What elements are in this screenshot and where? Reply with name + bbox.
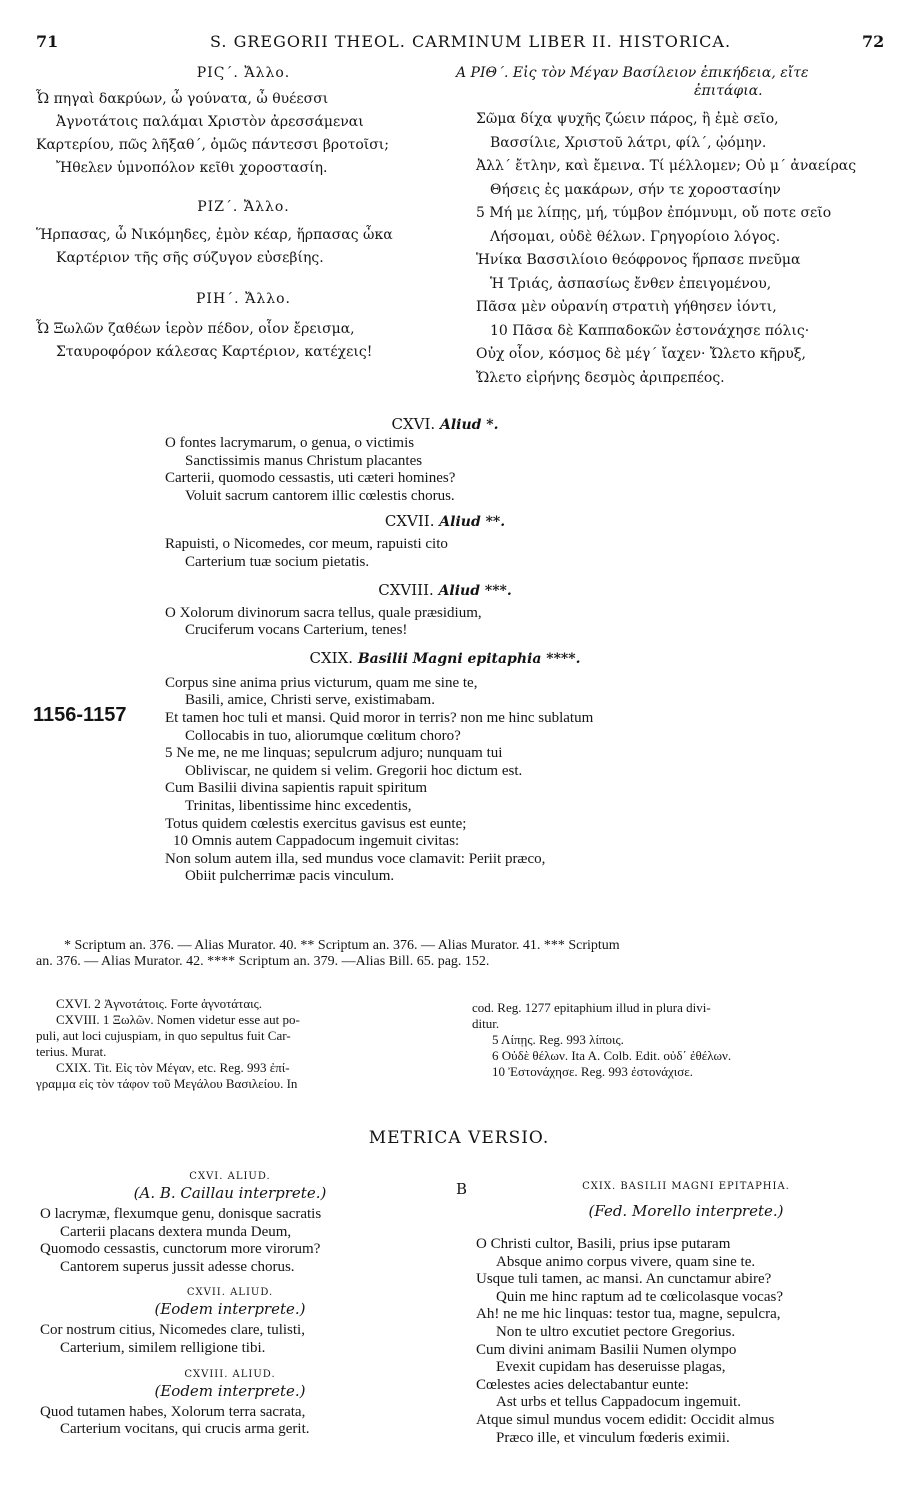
verse-line: Ὤλετο εἰρήνης δεσμὸς ἀριπρεπέος.: [476, 369, 725, 386]
verse-line: O fontes lacrymarum, o genua, o victimis: [165, 435, 415, 451]
verse-line: Voluit sacrum cantorem illic cœlestis chorus.: [185, 487, 455, 504]
interpreter-118: (Eodem interprete.): [154, 1381, 306, 1400]
note-line: 10 Ἐστονάχησε. Reg. 993 ἐστονάχισε.: [492, 1064, 693, 1079]
note-line: CXVI. 2 Ἀγνοτάτοις. Forte ἁγνοτάταις.: [56, 996, 263, 1011]
right-page-number: 72: [862, 32, 885, 51]
verse-line: Cantorem superus jussit adesse chorus.: [60, 1258, 295, 1275]
verse-line: Πᾶσα μὲν οὐρανίη στρατιὴ γήθησεν ἰόντι,: [476, 299, 777, 315]
poem-118-latin: [165, 605, 905, 640]
verse-line: Sanctissimis manus Christum placantes: [185, 452, 423, 469]
section-title-119-greek: Α ΡΙΘ΄. Εἰς τὸν Μέγαν Βασίλειον ἐπικήδεια, εἴτε: [456, 65, 809, 81]
section-title-117-greek: ΡΙΖ΄. Ἄλλο.: [197, 199, 290, 215]
verse-line: Carterium vocitans, qui crucis arma gerit.: [60, 1421, 310, 1438]
verse-line: Ἡνίκα Βασσιλίοιο θεόφρονος ἥρπασε πνεῦμα: [476, 252, 801, 268]
notes-left: [36, 996, 456, 1092]
verse-line: Quomodo cessastis, cunctorum more virorum?: [40, 1241, 321, 1258]
metrica-left-column: [40, 1170, 460, 1439]
section-title: Basilii Magni epitaphia ****.: [357, 650, 581, 667]
greek-left-column: [36, 62, 451, 364]
verse-line: 5 Ne me, ne me linquas; sepulcrum adjuro; nunquam tui: [165, 745, 503, 762]
section-title-119-greek-cont: ἐπιτάφια.: [694, 83, 763, 99]
verse-line: Carterii, quomodo cessastis, uti cæteri homines?: [165, 470, 456, 487]
verse-line: Obliviscar, ne quidem si velim. Gregorii hoc dictum est.: [185, 762, 523, 779]
note-line: terius. Murat.: [36, 1044, 107, 1059]
footnote-line: an. 376. — Alias Murator. 42. **** Scriptum an. 379. —Alias Bill. 65. pag. 152.: [36, 954, 490, 969]
latin-translation: [33, 414, 905, 886]
section-title-117-latin: [165, 511, 725, 532]
verse-line: Cum Basilii divina sapientis rapuit spiritum: [165, 780, 428, 797]
section-title-118-greek: ΡΙΗ΄. Ἄλλο.: [196, 291, 291, 307]
poem-116-metrica: [40, 1206, 460, 1276]
verse-line: Cœlestes acies delectabantur eunte:: [476, 1376, 689, 1393]
section-title: Aliud **.: [439, 514, 506, 531]
metrica-right-column: [476, 1180, 906, 1447]
verse-line: Ἡ Τριάς, ἀσπασίως ἔνθεν ἐπειγομένου,: [490, 275, 772, 292]
verse-line: Totus quidem cœlestis exercitus gavisus est eunte;: [165, 815, 467, 832]
verse-line: Cor nostrum citius, Nicomedes clare, tulisti,: [40, 1322, 305, 1339]
verse-line: Καρτερίου, πῶς λῆξαθ΄, ὁμῶς πάντεσσι βροτοῖσι;: [36, 137, 389, 153]
verse-line: Ἥρπασας, ὦ Νικόμηδες, ἐμὸν κέαρ, ἥρπασας ὦκα: [36, 227, 393, 243]
verse-line: O Christi cultor, Basili, prius ipse putaram: [476, 1236, 731, 1252]
verse-line: Καρτέριον τῆς σῆς σύζυγον εὐσεβίης.: [56, 250, 324, 266]
section-title-118-metrica: CXVIII. ALIUD.: [184, 1368, 276, 1380]
poem-118-greek: [36, 318, 451, 364]
greek-right-column: [456, 64, 896, 390]
verse-line: Ὦ Ξωλῶν ζαθέων ἱερὸν πέδον, οἷον ἔρεισμα,: [36, 321, 355, 337]
section-title: Aliud ***.: [438, 582, 512, 599]
verse-line: Quod tutamen habes, Xolorum terra sacrata,: [40, 1403, 306, 1420]
poem-117-latin: [165, 536, 905, 571]
verse-line: Quin me hinc raptum ad te cœlicolasque vocas?: [496, 1288, 783, 1305]
section-title-116-metrica: CXVI. ALIUD.: [189, 1171, 271, 1182]
poem-117-greek: [36, 224, 451, 270]
verse-line: Ἀλλ΄ ἔτλην, καὶ ἔμεινα. Τί μέλλομεν; Οὐ μ΄ ἀναείρας: [476, 158, 857, 174]
verse-line: Rapuisti, o Nicomedes, cor meum, rapuisti cito: [165, 536, 448, 553]
left-page-number: 71: [36, 32, 59, 51]
verse-line: Cruciferum vocans Carterium, tenes!: [185, 622, 408, 639]
interpreter-116: (A. B. Caillau interprete.): [133, 1184, 327, 1202]
note-line: cod. Reg. 1277 epitaphium illud in plura divi-: [472, 1000, 711, 1015]
section-number: CXIX.: [309, 648, 354, 667]
footnotes: [36, 938, 906, 970]
poem-116-greek: [36, 88, 451, 180]
section-title-118-latin: [165, 580, 725, 601]
section-title-117-metrica: CXVII. ALIUD.: [186, 1287, 274, 1299]
note-line: CXIX. Tit. Εἰς τὸν Μέγαν, etc. Reg. 993 ἐπί-: [56, 1060, 290, 1075]
section-title-119-latin: [165, 648, 725, 669]
verse-line: Præco ille, et vinculum fœderis eximii.: [496, 1429, 730, 1446]
poem-116-latin: [165, 435, 905, 505]
verse-line: Et tamen hoc tuli et mansi. Quid moror in terris? non me hinc sublatum: [165, 709, 594, 726]
verse-line: Obiit pulcherrimæ pacis vinculum.: [185, 868, 395, 885]
poem-119-latin: [33, 674, 905, 886]
verse-line: Corpus sine anima prius victurum, quam me sine te,: [165, 674, 478, 691]
footnote-line: * Scriptum an. 376. — Alias Murator. 40. ** Scriptum an. 376. — Alias Murator. 41. *** Scriptum: [64, 938, 620, 953]
section-number: CXVIII.: [378, 580, 434, 599]
notes-right: [472, 1000, 902, 1080]
note-line: 6 Οὐδὲ θέλων. Ita A. Colb. Edit. οὐδ΄ ἐθέλων.: [492, 1048, 732, 1063]
verse-line: Carterium, similem relligione tibi.: [60, 1339, 266, 1356]
verse-line: Trinitas, libentissime hinc excedentis,: [185, 797, 412, 814]
verse-line: 10 Πᾶσα δὲ Καππαδοκῶν ἐστονάχησε πόλις·: [490, 322, 810, 339]
running-title: S. GREGORII THEOL. CARMINUM LIBER II. HISTORICA.: [210, 32, 732, 51]
verse-line: Οὐχ οἷον, κόσμος δὲ μέγ΄ ἴαχεν· Ὤλετο κῆρυξ,: [476, 346, 806, 362]
poem-118-metrica: [40, 1404, 460, 1439]
note-line: puli, aut loci cujuspiam, in quo sepultus fuit Car-: [36, 1028, 291, 1043]
verse-line: Absque animo corpus vivere, quam sine te.: [496, 1253, 756, 1270]
poem-119-greek: [456, 108, 896, 390]
column-marker-b: B: [456, 1180, 468, 1198]
note-line: CXVIII. 1 Ξωλῶν. Nomen videtur esse aut po-: [56, 1012, 300, 1027]
verse-line: Carterium tuæ socium pietatis.: [185, 553, 370, 570]
verse-line-with-colnum: [33, 703, 905, 728]
verse-line: Usque tuli tamen, ac mansi. An cunctamur abire?: [476, 1271, 772, 1288]
verse-line: Ἀγνοτάτοις παλάμαι Χριστὸν ἀρεσσάμεναι: [56, 114, 364, 130]
note-line: γραμμα εἰς τὸν τάφον τοῦ Μεγάλου Βασιλείου. In: [36, 1076, 298, 1091]
verse-line: Carterii placans dextera munda Deum,: [60, 1223, 292, 1240]
verse-line: Non solum autem illa, sed mundus voce clamavit: Periit præco,: [165, 850, 546, 867]
note-line: 5 Λίπῃς. Reg. 993 λίποις.: [492, 1032, 624, 1047]
metrica-heading: METRICA VERSIO.: [368, 1128, 550, 1148]
section-number: CXVI.: [391, 415, 436, 433]
verse-line: Ἤθελεν ὑμνοπόλον κεῖθι χοροστασίη.: [56, 160, 328, 176]
interpreter-119: (Fed. Morello interprete.): [588, 1202, 784, 1220]
verse-line: Λήσομαι, οὐδὲ θέλων. Γρηγορίοιο λόγος.: [490, 228, 781, 245]
verse-line: Ast urbs et tellus Cappadocum ingemuit.: [496, 1394, 741, 1411]
verse-line: Ὦ πηγαὶ δακρύων, ὦ γούνατα, ὦ θυέεσσι: [36, 91, 329, 107]
section-title-116-greek: ΡΙϚ΄. Ἄλλο.: [196, 65, 291, 81]
verse-line: Σταυροφόρον κάλεσας Καρτέριον, κατέχεις!: [56, 344, 373, 360]
verse-line: O lacrymæ, flexumque genu, donisque sacratis: [40, 1206, 322, 1222]
poem-119-metrica: [476, 1236, 906, 1447]
verse-line: Cum divini animam Basilii Numen olympo: [476, 1341, 737, 1358]
verse-line: Non te ultro excutiet pectore Gregorius.: [496, 1323, 736, 1340]
section-title: Aliud *.: [439, 417, 499, 433]
section-title-116-latin: [165, 414, 725, 435]
section-title-119-metrica: CXIX. BASILII MAGNI EPITAPHIA.: [582, 1181, 790, 1192]
interpreter-117: (Eodem interprete.): [154, 1300, 306, 1319]
verse-line: Atque simul mundus vocem edidit: Occidit almus: [476, 1411, 775, 1428]
verse-line: Evexit cupidam has deseruisse plagas,: [496, 1359, 726, 1376]
verse-line: Basili, amice, Christi serve, existimabam.: [185, 692, 435, 709]
verse-line: 5 Μή με λίπῃς, μή, τύμβον ἐπόμνυμι, οὔ ποτε σεῖο: [476, 205, 832, 221]
poem-117-metrica: [40, 1322, 460, 1357]
verse-line: Θήσεις ἐς μακάρων, σήν τε χοροστασίην: [490, 181, 781, 198]
note-line: ditur.: [472, 1016, 500, 1031]
verse-line: O Xolorum divinorum sacra tellus, quale præsidium,: [165, 604, 482, 621]
verse-line: Ah! ne me hic linquas: testor tua, magne, sepulcra,: [476, 1306, 781, 1323]
verse-line: Βασσίλιε, Χριστοῦ λάτρι, φίλ΄, ᾠόμην.: [490, 134, 767, 151]
verse-line: Σῶμα δίχα ψυχῆς ζώειν πάρος, ἢ ἐμὲ σεῖο,: [476, 111, 779, 127]
verse-line: Collocabis in tuo, aliorumque cœlitum choro?: [185, 727, 461, 744]
column-numbers: 1156-1157: [33, 703, 127, 726]
section-number: CXVII.: [384, 512, 435, 531]
verse-line: 10 Omnis autem Cappadocum ingemuit civitas:: [173, 833, 460, 850]
